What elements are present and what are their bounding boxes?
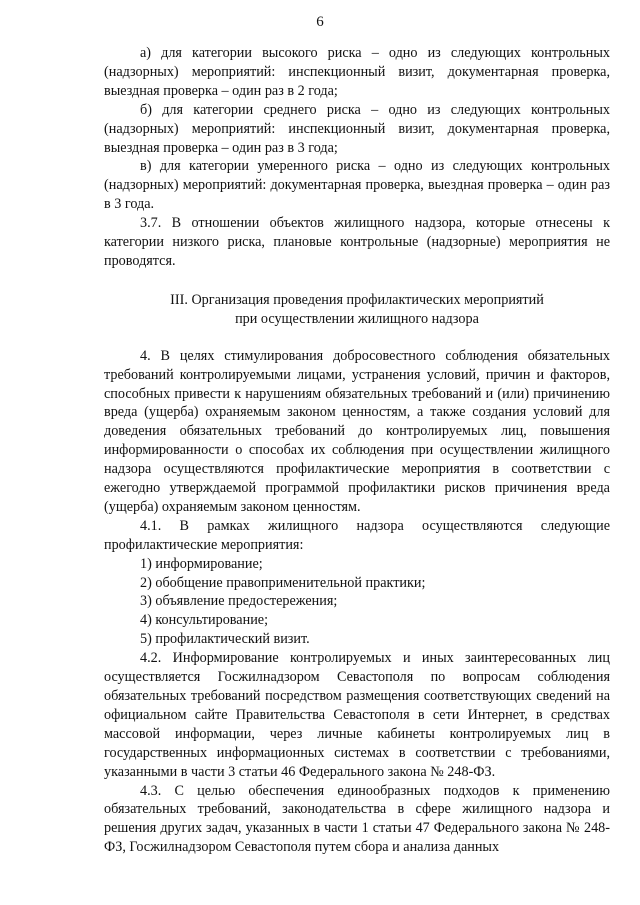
paragraph-risk-high: а) для категории высокого риска – одно из следующих контрольных (надзорных) мероприятий: инспекционный визит, документарная проверка, выездная проверка – один раз в 2 года; (104, 45, 610, 99)
list-item: 4) консультирование; (140, 612, 269, 629)
paragraph-4-2: 4.2. Информирование контролируемых и иных заинтересованных лиц осуществляется Госжилнадзором Севастополя по вопросам соблюдения обязательных требований посредством размещения соответствующих сведений на официальном сайте Правительства Севастополя в сети Интернет, в средствах массовой информации, через личные кабинеты контролируемых лиц в государственных информационных системах в соответствии с требованиями, указанными в части 3 статьи 46 Федерального закона № 248-ФЗ. (104, 650, 610, 780)
paragraph-3-7: 3.7. В отношении объектов жилищного надзора, которые отнесены к категории низкого риска, плановые контрольные (надзорные) мероприятия не проводятся. (104, 215, 610, 269)
list-item: 5) профилактический визит. (140, 631, 310, 648)
paragraph-risk-moderate: в) для категории умеренного риска – одно из следующих контрольных (надзорных) мероприятий: документарная проверка, выездная проверка – один раз в 3 года. (104, 158, 610, 213)
paragraph-4-1: 4.1. В рамках жилищного надзора осуществляются следующие профилактические мероприятия: (104, 517, 610, 553)
paragraph-4: 4. В целях стимулирования добросовестного соблюдения обязательных требований контролируемыми лицами, устранения условий, причин и факторов, способных привести к нарушениям обязательных требований и (или) причинению вреда (ущерба) охраняемым законом ценностям, а также создания условий для доведения обязательных требований до контролируемых лиц, повышения информированности о способах их соблюдения при осуществлении жилищного надзора осуществляются профилактические мероприятия в соответствии с ежегодно утверждаемой программой профилактики рисков причинения вреда (ущерба) охраняемым законом ценностям. (104, 347, 610, 515)
list-item: 2) обобщение правоприменительной практики; (140, 574, 426, 591)
section-heading (104, 291, 610, 329)
page-number: 6 (316, 14, 324, 30)
paragraph-risk-medium: б) для категории среднего риска – одно из следующих контрольных (надзорных) мероприятий: инспекционный визит, документарная проверка, выездная проверка – один раз в 3 года; (104, 101, 610, 156)
paragraph-4-3: 4.3. С целью обеспечения единообразных подходов к применению обязательных требований, законодательства в сфере жилищного надзора и решения других задач, указанных в части 1 статьи 47 Федерального закона № 248-ФЗ, Госжилнадзором Севастополя путем сбора и анализа данных (104, 782, 610, 856)
list-item: 1) информирование; (140, 555, 263, 572)
list-item: 3) объявление предостережения; (140, 593, 338, 610)
section-heading-line-2: при осуществлении жилищного надзора (235, 310, 479, 327)
section-heading-line-1: III. Организация проведения профилактических мероприятий (170, 291, 544, 308)
document-body (104, 44, 610, 857)
